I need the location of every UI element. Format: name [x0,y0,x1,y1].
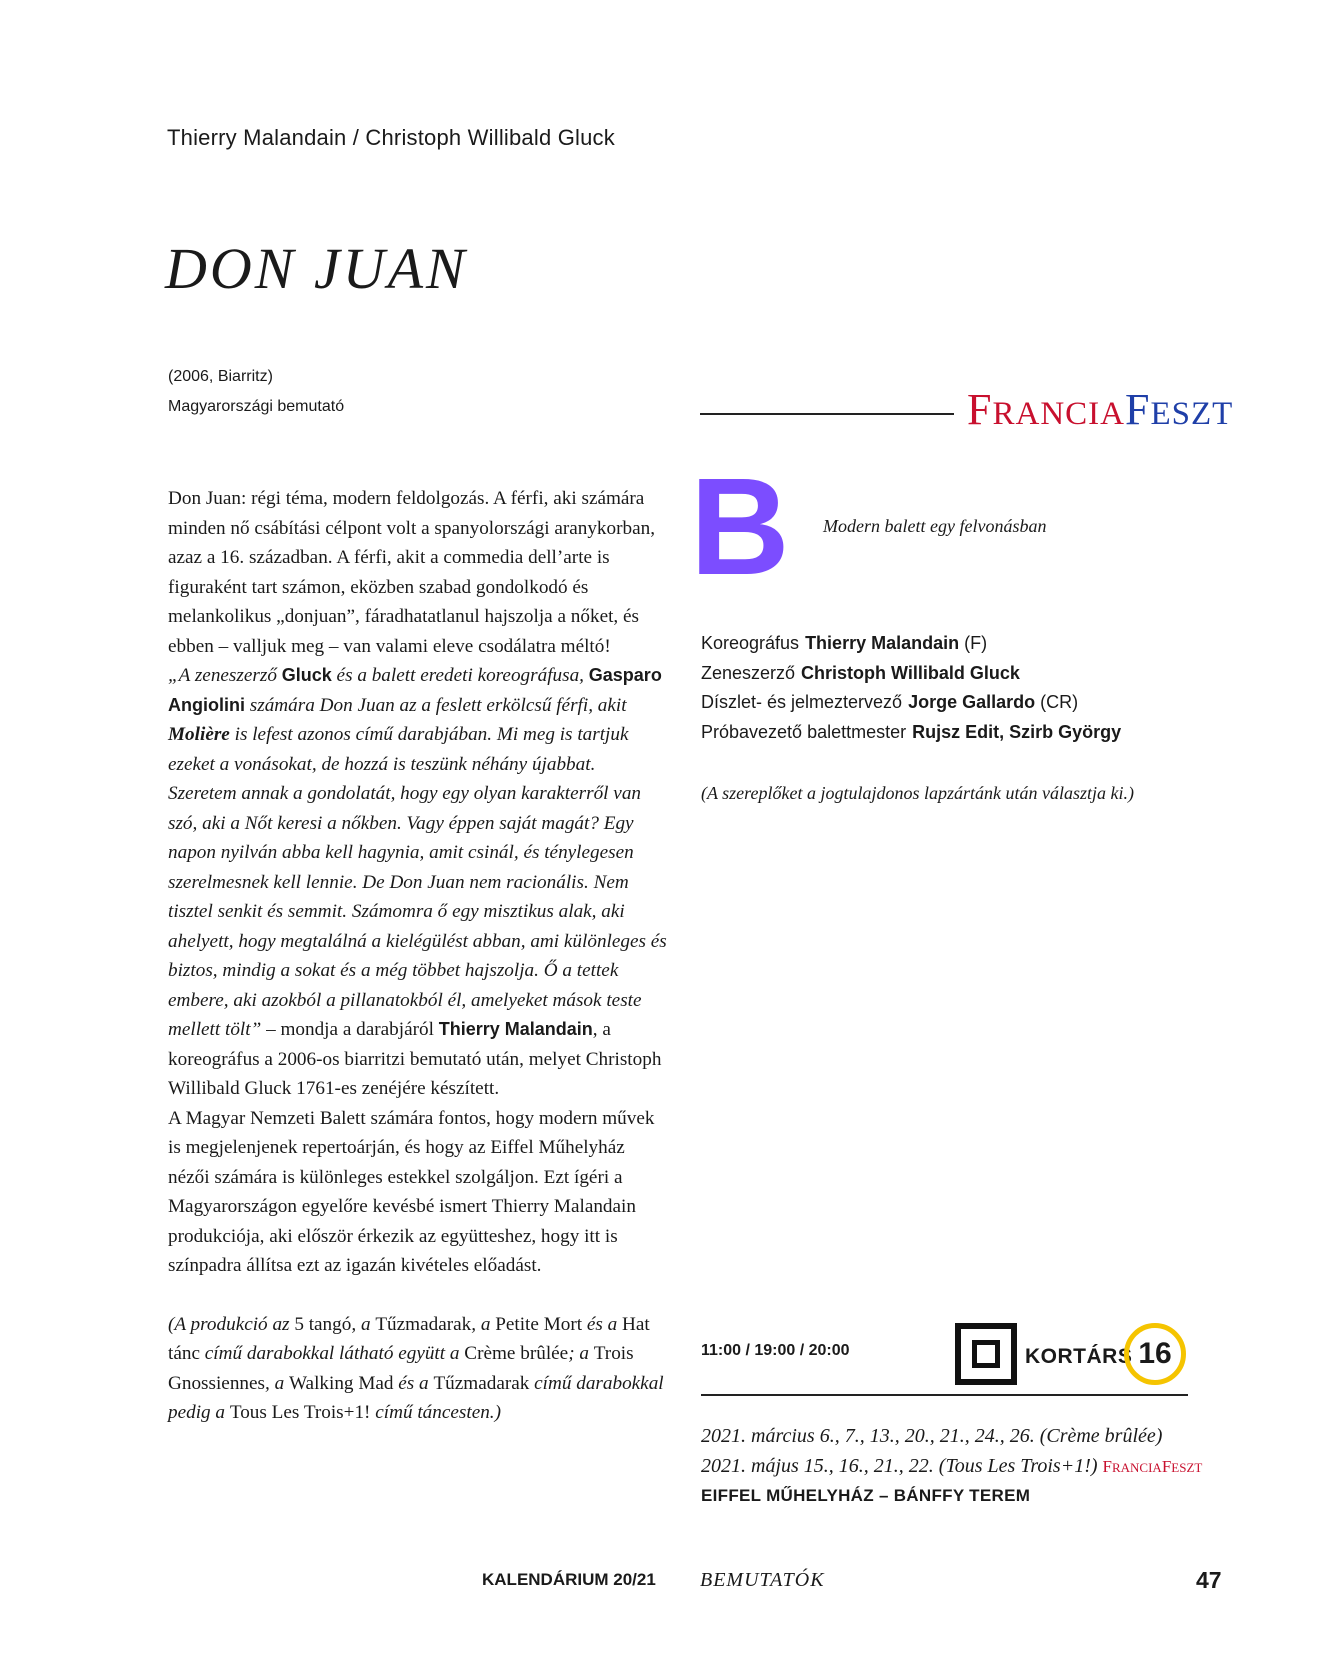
note-text: ; a [568,1343,594,1364]
contemporary-square-icon [955,1323,1017,1385]
note-work-title: 5 tangó [294,1313,352,1335]
cast-note: (A szereplőket a jogtulajdonos lapzártánk után választja ki.) [701,783,1134,803]
credit-suffix: (CR) [1035,692,1079,712]
note-work-title: Walking Mad [288,1372,394,1394]
intro-text: Don Juan: régi téma, modern feldolgozás. A férfi, aki számára minden nő csábítási célpont volt a spanyolországi aranykorban, azaz a 16. században. A férfi, akit a commedia dell’arte is figuraként tart számon, eközben szabad gondolkodó és melankolikus „donjuan”, fáradhatatlanul hajszolja a nőket, és ebben – valljuk meg – van valami eleve csodálatra méltó! [168,488,656,657]
authors-line: Thierry Malandain / Christoph Willibald Gluck [167,125,615,150]
note-text: című darabokkal pedig a [168,1372,664,1423]
note-text: című darabokkal látható együtt a [199,1343,465,1364]
credit-suffix: (F) [959,633,988,653]
festival-small-initial-2: F [1161,1457,1172,1476]
attribution-name: Thierry Malandain [438,1019,593,1039]
note-work-title: Tous Les Trois+1! [229,1402,371,1423]
festival-divider [700,413,954,415]
festival-logo-small [1103,1457,1203,1476]
note-text: című táncesten.) [370,1402,501,1423]
quote-text: „A zeneszerző [168,665,282,686]
note-text: és a [393,1372,434,1394]
schedule-divider [701,1394,1188,1396]
quote-name: Gasparo Angiolini [168,665,662,715]
performance-dates-may [701,1455,1202,1478]
festival-small-initial-1: F [1102,1457,1112,1476]
quote-paragraph [168,661,668,1104]
category-letter: B [690,450,790,604]
quote-text: számára Don Juan az a feslett erkölcsű férfi, akit [244,694,627,716]
note-work-title: Hat tánc [168,1313,650,1364]
age-rating-badge: 16 [1124,1323,1186,1385]
credit-role: Zeneszerző [701,663,796,683]
note-work-title: Tűzmadarak [433,1372,530,1394]
performance-dates-march: 2021. március 6., 7., 13., 20., 21., 24., 26. (Crème brûlée) [701,1425,1163,1447]
production-note [168,1310,668,1428]
note-text: , a [471,1313,496,1335]
credit-role: Próbavezető balettmester [701,722,907,742]
intro-paragraph [168,484,668,661]
quote-text: is lefest azonos című darabjában. Mi meg is tartjuk ezeket a vonásokat, de hozzá is teszünk néhány újabbat. Szeretem annak a gondolatát, hogy egy olyan karakterről van szó, aki a Nőt keresi a nőkben. Vagy éppen saját magát? Egy napon nyilván abba kell hagynia, amit csinál, és ténylegesen szerelmesnek kell lennie. De Don Juan nem racionális. Nem tisztel senkit és semmit. Számomra ő egy misztikus alak, aki ahelyett, hogy megtalálná a kielégülést abban, ami különleges és biztos, mindig a sokat és a még többet hajszolja. Ő a tettek embere, aki azokból a pillanatokból él, amelyeket mások teste mellett tölt” [168,724,667,1040]
credit-name: Rujsz Edit, Szirb György [912,722,1122,742]
quote-name: Gluck [281,665,332,685]
note-text: és a [582,1313,623,1335]
note-text: , a [351,1313,376,1335]
credit-designer [701,692,1078,713]
note-text: (A produkció az [168,1313,295,1335]
credit-name: Thierry Malandain [805,633,960,653]
credit-name: Christoph Willibald Gluck [801,663,1020,683]
note-work-title: Petite Mort [495,1313,583,1335]
premiere-year-city: (2006, Biarritz) [168,368,273,385]
premiere-type: Magyarországi bemutató [168,398,345,415]
page-title: DON JUAN [165,236,468,301]
festival-small-rest-1: RANCIA [1111,1460,1162,1475]
quote-name: Molière [168,724,230,745]
note-work-title: Tűzmadarak [375,1313,472,1335]
genre-subtitle: Modern balett egy felvonásban [823,516,1047,536]
dates-may-text: 2021. május 15., 16., 21., 22. (Tous Les Trois+1!) [701,1455,1098,1477]
credit-name: Jorge Gallardo [908,692,1036,712]
second-paragraph-text: A Magyar Nemzeti Balett számára fontos, hogy modern művek is megjelenjenek repertoárján, és hogy az Eiffel Műhelyház nézői számára is különleges estekkel szolgáljon. Ezt ígéri a Magyarországon egyelőre kevésbé ismert Thierry Malandain produkciója, aki először érkezik az együtteshez, hogy itt is színpadra állítsa ezt az igazán kivételes előadást. [168,1107,655,1276]
credit-choreographer [701,633,987,654]
show-times: 11:00 / 19:00 / 20:00 [701,1342,850,1359]
festival-logo-rest-2: ESZT [1150,396,1234,432]
note-work-title: Crème brûlée [464,1343,569,1364]
festival-logo-initial-1: F [967,385,993,434]
note-text: , a [265,1372,289,1394]
festival-small-rest-2: ESZT [1171,1460,1203,1475]
credit-rehearsal-master [701,722,1121,743]
venue: EIFFEL MŰHELYHÁZ – BÁNFFY TEREM [701,1486,1031,1505]
genre-label: KORTÁRS [1025,1345,1133,1368]
credit-composer [701,663,1020,684]
second-paragraph [168,1104,668,1281]
festival-logo [967,385,1234,434]
article-body [168,484,668,1428]
footer-publication: KALENDÁRIUM 20/21 [482,1570,656,1589]
page-number: 47 [1196,1567,1222,1593]
note-work-title: Trois Gnossiennes [168,1343,634,1394]
festival-logo-rest-1: RANCIA [992,396,1125,432]
festival-logo-initial-2: F [1125,385,1151,434]
credit-role: Díszlet- és jelmeztervező [701,692,903,712]
attribution-text: – mondja a darabjáról [261,1019,439,1040]
credit-role: Koreográfus [701,633,800,653]
footer-section: BEMUTATÓK [700,1569,825,1591]
attribution-text: , a koreográfus a 2006-os biarritzi bemutató után, melyet Christoph Willibald Gluck 1761-es zenéjére készített. [168,1019,662,1099]
quote-text: és a balett eredeti koreográfusa, [331,665,589,686]
